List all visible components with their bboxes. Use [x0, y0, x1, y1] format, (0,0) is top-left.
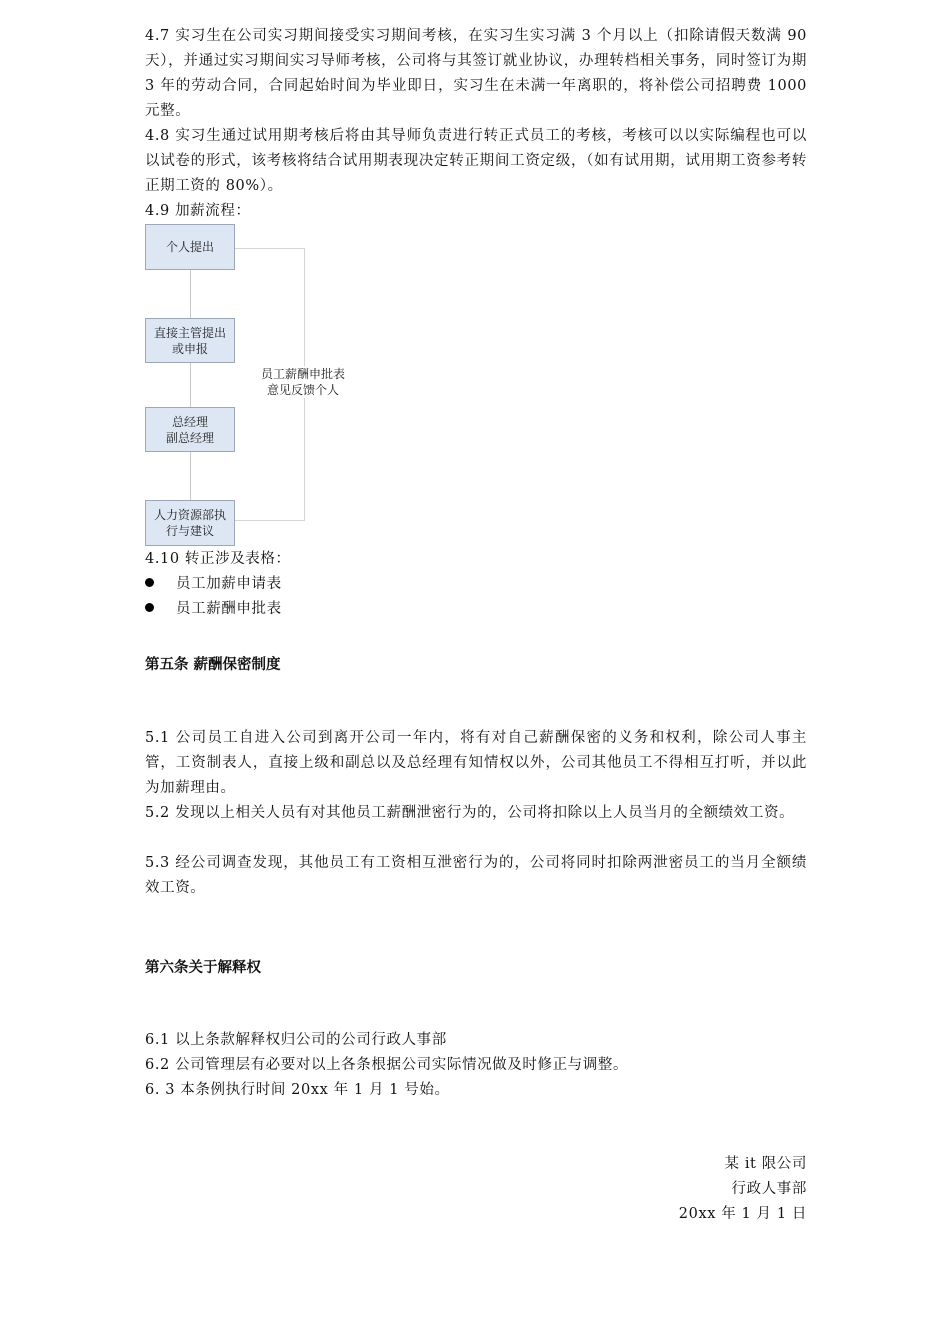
form-list-item: 员工加薪申请表 [145, 572, 282, 597]
clause-4-7: 4.7 实习生在公司实习期间接受实习期间考核，在实习生实习满 3 个月以上（扣除请假天数满 90 天），并通过实习期间实习导师考核，公司将与其签订就业协议，办理转档相关事务，同时签订为期 3 年的劳动合同，合同起始时间为毕业即日，实习生在未满一年离职的，将补偿公司招聘费 1000 元整。 [145, 28, 807, 119]
signature-date: 20xx 年 1 月 1 日 [678, 1206, 807, 1222]
salary-increase-flowchart [145, 224, 365, 549]
signature-department: 行政人事部 [731, 1181, 807, 1197]
feedback-line-bottom [235, 520, 305, 521]
clause-5-1: 5.1 公司员工自进入公司到离开公司一年内，将有对自己薪酬保密的义务和权利，除公司人事主管，工资制表人，直接上级和副总以及总经理有知情权以外，公司其他员工不得相互打听，并以此为加薪理由。 [145, 730, 807, 796]
flow-step-hr-execution: 人力资源部执行与建议 [145, 500, 235, 546]
form-list-item: 员工薪酬申批表 [145, 597, 282, 622]
section-6-title: 第六条关于解释权 [145, 960, 261, 976]
clause-6-3: 6. 3 本条例执行时间 20xx 年 1 月 1 号始。 [145, 1082, 450, 1098]
clause-4-8: 4.8 实习生通过试用期考核后将由其导师负责进行转正式员工的考核，考核可以以实际编程也可以以试卷的形式，该考核将结合试用期表现决定转正期间工资定级，（如有试用期，试用期工资参考转正期工资的 80%）。 [145, 128, 807, 194]
clause-5-3: 5.3 经公司调查发现，其他员工有工资相互泄密行为的，公司将同时扣除两泄密员工的当月全额绩效工资。 [145, 855, 807, 896]
clause-6-1: 6.1 以上条款解释权归公司的公司行政人事部 [145, 1032, 447, 1048]
feedback-label: 员工薪酬申批表 意见反馈个人 [248, 366, 358, 398]
bullet-icon [145, 578, 154, 587]
bullet-icon [145, 603, 154, 612]
flow-step-supervisor: 直接主管提出或申报 [145, 318, 235, 363]
clause-5-2: 5.2 发现以上相关人员有对其他员工薪酬泄密行为的，公司将扣除以上人员当月的全额绩效工资。 [145, 805, 795, 821]
flow-step-personal-request: 个人提出 [145, 224, 235, 270]
flow-connector [190, 452, 191, 500]
feedback-line-top [235, 248, 304, 249]
clause-4-9: 4.9 加薪流程： [145, 203, 251, 219]
section-5-title: 第五条 薪酬保密制度 [145, 657, 281, 673]
signature-company: 某 it 限公司 [724, 1156, 807, 1172]
flow-connector [190, 363, 191, 407]
flow-step-general-manager: 总经理 副总经理 [145, 407, 235, 452]
clause-4-10: 4.10 转正涉及表格： [145, 551, 291, 567]
flow-connector [190, 270, 191, 318]
clause-6-2: 6.2 公司管理层有必要对以上各条根据公司实际情况做及时修正与调整。 [145, 1057, 629, 1073]
